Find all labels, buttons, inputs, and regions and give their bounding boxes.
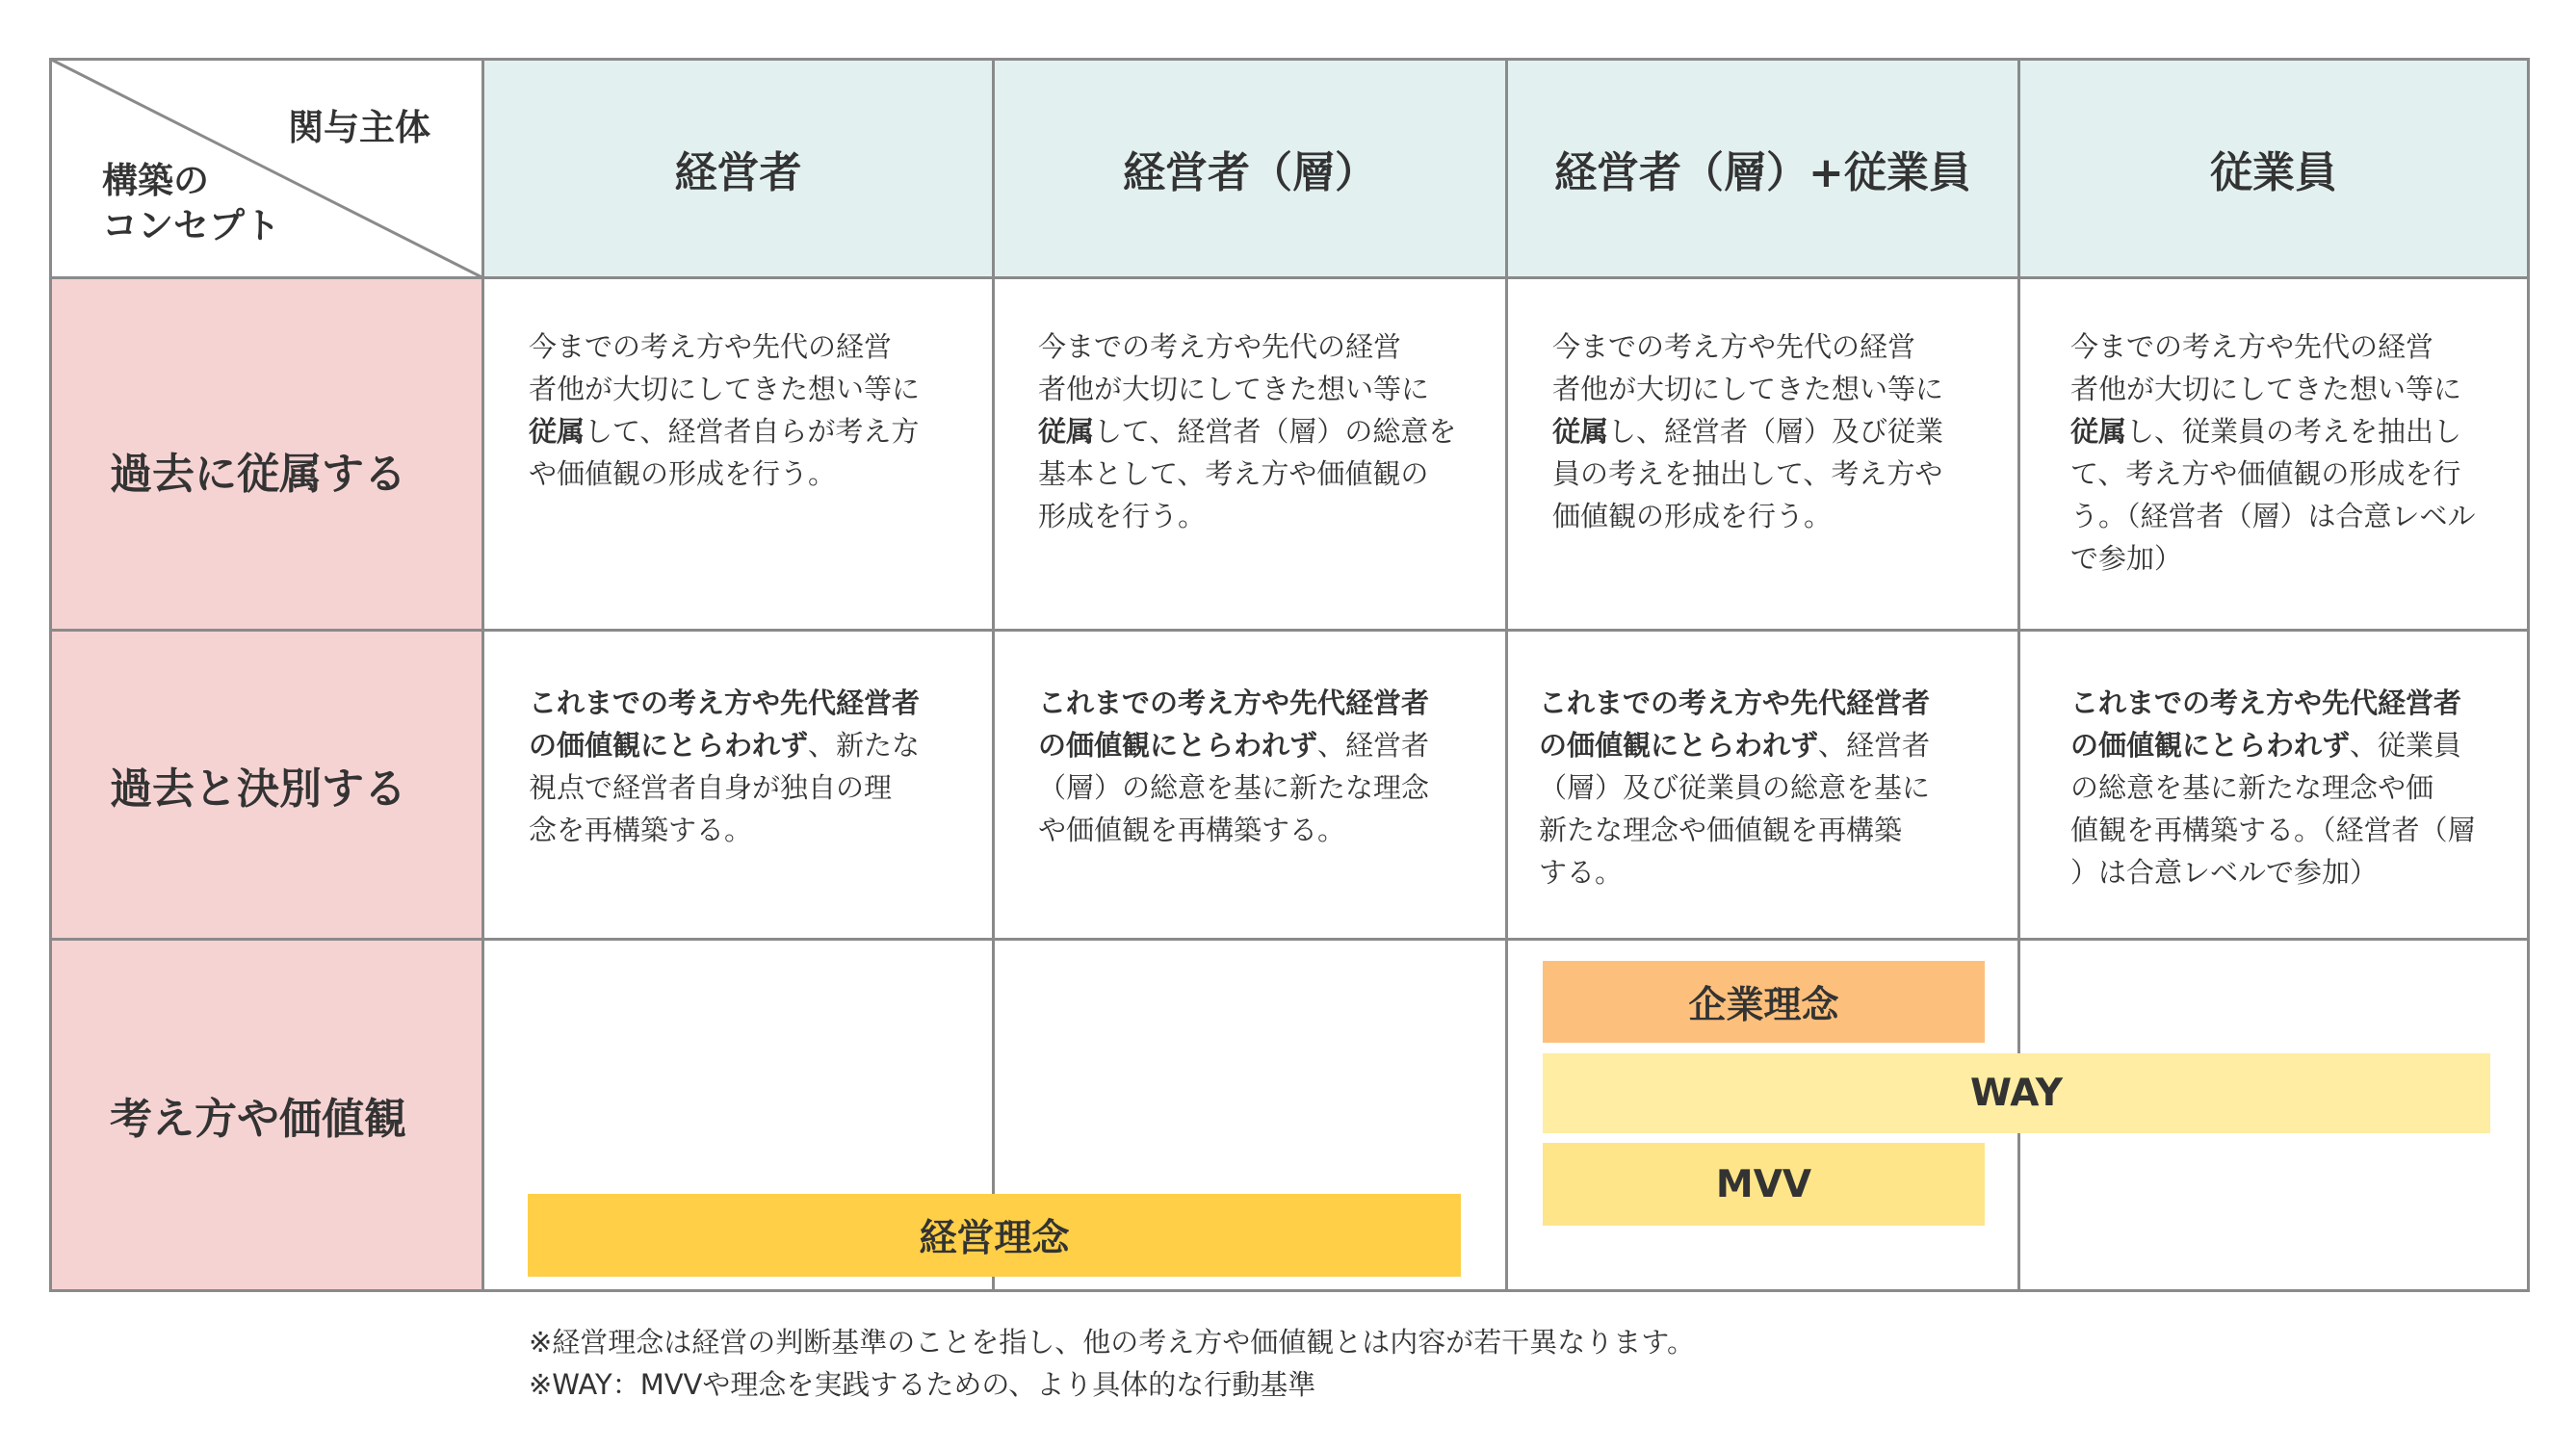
cell-r2-management-and-employees [1508,632,2020,941]
cell-text-line [1038,495,1505,537]
cell-text-line [1552,495,2017,537]
body-text: 今までの考え方や先代の経営 [1038,330,1402,363]
bar-management-philosophy: 経営理念 [528,1194,1461,1277]
body-text: 今までの考え方や先代の経営 [2070,330,2434,363]
body-text: 新たな理念や価値観を再構築 [1539,814,1903,846]
footnotes [529,1321,1695,1406]
cell-text-line [529,682,992,724]
cell-text-line [1552,325,2017,368]
body-text: 念を再構築する。 [529,814,753,846]
cell-text-line [1038,368,1505,410]
body-text: して、経営者（層）の総意を [1094,415,1457,448]
bar-mvv: MVV [1543,1143,1985,1226]
body-text: 形成を行う。 [1038,500,1207,532]
body-text: する。 [1539,856,1624,889]
corner-concept-line: 構築の [102,160,209,201]
body-text: 値観を再構築する。（経営者（層 [2070,814,2476,846]
cell-text-line [1038,809,1505,851]
cell-text-line [529,809,992,851]
body-text: 者他が大切にしてきた想い等に [1552,373,1944,405]
body-text: 者他が大切にしてきた想い等に [1038,373,1430,405]
cell-text-line [1038,453,1505,495]
cell-text-line [529,325,992,368]
body-text: 、経営者 [1317,729,1430,762]
cell-text-line [529,410,992,453]
cell-text-line [1539,724,2017,766]
body-text: 基本として、考え方や価値観の [1038,457,1429,490]
cell-text [2070,682,2527,893]
cell-text-line [2070,410,2527,453]
cell-text-line [1539,766,2017,809]
body-text: や価値観の形成を行う。 [529,457,837,490]
body-text: の総意を基に新たな理念や価 [2070,771,2434,804]
column-header-management-and-employees: 経営者（層）+従業員 [1508,61,2020,279]
row-label-subordinate-to-past: 過去に従属する [52,279,484,632]
cell-text [1038,682,1505,851]
emphasized-text: 従属 [2070,415,2127,448]
body-text: 今までの考え方や先代の経営 [1552,330,1916,363]
body-text: 者他が大切にしてきた想い等に [2070,373,2462,405]
body-text: で参加） [2070,542,2183,575]
cell-text [529,682,992,851]
cell-text-line [2070,495,2527,537]
corner-concept-line: コンセプト [102,205,280,246]
cell-r2-management-layer [995,632,1508,941]
body-text: して、経営者自らが考え方 [585,415,920,448]
cell-text [1038,325,1505,537]
bar-way: WAY [1543,1053,2490,1133]
footnote: ※経営理念は経営の判断基準のことを指し、他の考え方や価値観とは内容が若干異なります。 [529,1326,1695,1359]
body-text: （層）及び従業員の総意を基に [1539,771,1931,804]
cell-r2-executive [484,632,995,941]
emphasized-text: これまでの考え方や先代経営者 [1539,686,1931,719]
footnote: ※WAY：MVVや理念を実践するための、より具体的な行動基準 [529,1368,1316,1401]
body-text: 今までの考え方や先代の経営 [529,330,893,363]
cell-r1-employees [2020,279,2530,632]
row-label-break-from-past: 過去と決別する [52,632,484,941]
cell-text-line [2070,537,2527,580]
cell-text-line [1038,766,1505,809]
emphasized-text: の価値観にとらわれず [1038,729,1318,762]
cell-text-line [2070,368,2527,410]
cell-text-line [1539,809,2017,851]
corner-actor-label: 関与主体 [288,107,430,148]
cell-text-line [529,368,992,410]
cell-text-line [2070,325,2527,368]
body-text: 、新たな [808,729,921,762]
cell-r1-management-layer [995,279,1508,632]
column-header-executive: 経営者 [484,61,995,279]
cell-text-line [2070,766,2527,809]
column-header-management-layer: 経営者（層） [995,61,1508,279]
body-text: 価値観の形成を行う。 [1552,500,1833,532]
emphasized-text: の価値観にとらわれず [529,729,809,762]
body-text: 員の考えを抽出して、考え方や [1552,457,1943,490]
emphasized-text: これまでの考え方や先代経営者 [2070,686,2462,719]
cell-text-line [2070,682,2527,724]
emphasized-text: これまでの考え方や先代経営者 [529,686,921,719]
body-text: や価値観を再構築する。 [1038,814,1346,846]
cell-text-line [529,766,992,809]
cell-text-line [529,724,992,766]
body-text: う。（経営者（層）は合意レベル [2070,500,2476,532]
cell-text-line [2070,453,2527,495]
emphasized-text: の価値観にとらわれず [1539,729,1819,762]
cell-text-line [1038,410,1505,453]
cell-text-line [1552,453,2017,495]
cell-text [1552,325,2017,537]
cell-text-line [1552,368,2017,410]
cell-text-line [1038,724,1505,766]
cell-text-line [1539,682,2017,724]
body-text: 、従業員 [2350,729,2462,762]
emphasized-text: の価値観にとらわれず [2070,729,2351,762]
body-text: し、経営者（層）及び従業 [1608,415,1944,448]
column-header-employees: 従業員 [2020,61,2530,279]
cell-r1-executive [484,279,995,632]
emphasized-text: 従属 [529,415,585,448]
cell-text-line [1552,410,2017,453]
row-label-philosophy-values: 考え方や価値観 [52,941,484,1292]
emphasized-text: 従属 [1552,415,1609,448]
cell-text-line [1038,325,1505,368]
cell-r2-employees [2020,632,2530,941]
cell-text-line [529,453,992,495]
body-text: て、考え方や価値観の形成を行 [2070,457,2461,490]
cell-r1-management-and-employees [1508,279,2020,632]
cell-text-line [1038,682,1505,724]
cell-text [529,325,992,495]
corner-header-cell [52,61,484,279]
bar-corporate-philosophy: 企業理念 [1543,961,1985,1043]
cell-text-line [2070,724,2527,766]
body-text: し、従業員の考えを抽出し [2126,415,2462,448]
cell-text [2070,325,2527,580]
body-text: ）は合意レベルで参加） [2070,856,2379,889]
corner-concept-label [102,158,280,248]
body-text: （層）の総意を基に新たな理念 [1038,771,1430,804]
cell-text [1539,682,2017,893]
cell-text-line [2070,851,2527,893]
body-text: 、経営者 [1818,729,1931,762]
body-text: 者他が大切にしてきた想い等に [529,373,921,405]
emphasized-text: これまでの考え方や先代経営者 [1038,686,1430,719]
cell-text-line [1539,851,2017,893]
emphasized-text: 従属 [1038,415,1095,448]
body-text: 視点で経営者自身が独自の理 [529,771,893,804]
cell-text-line [2070,809,2527,851]
